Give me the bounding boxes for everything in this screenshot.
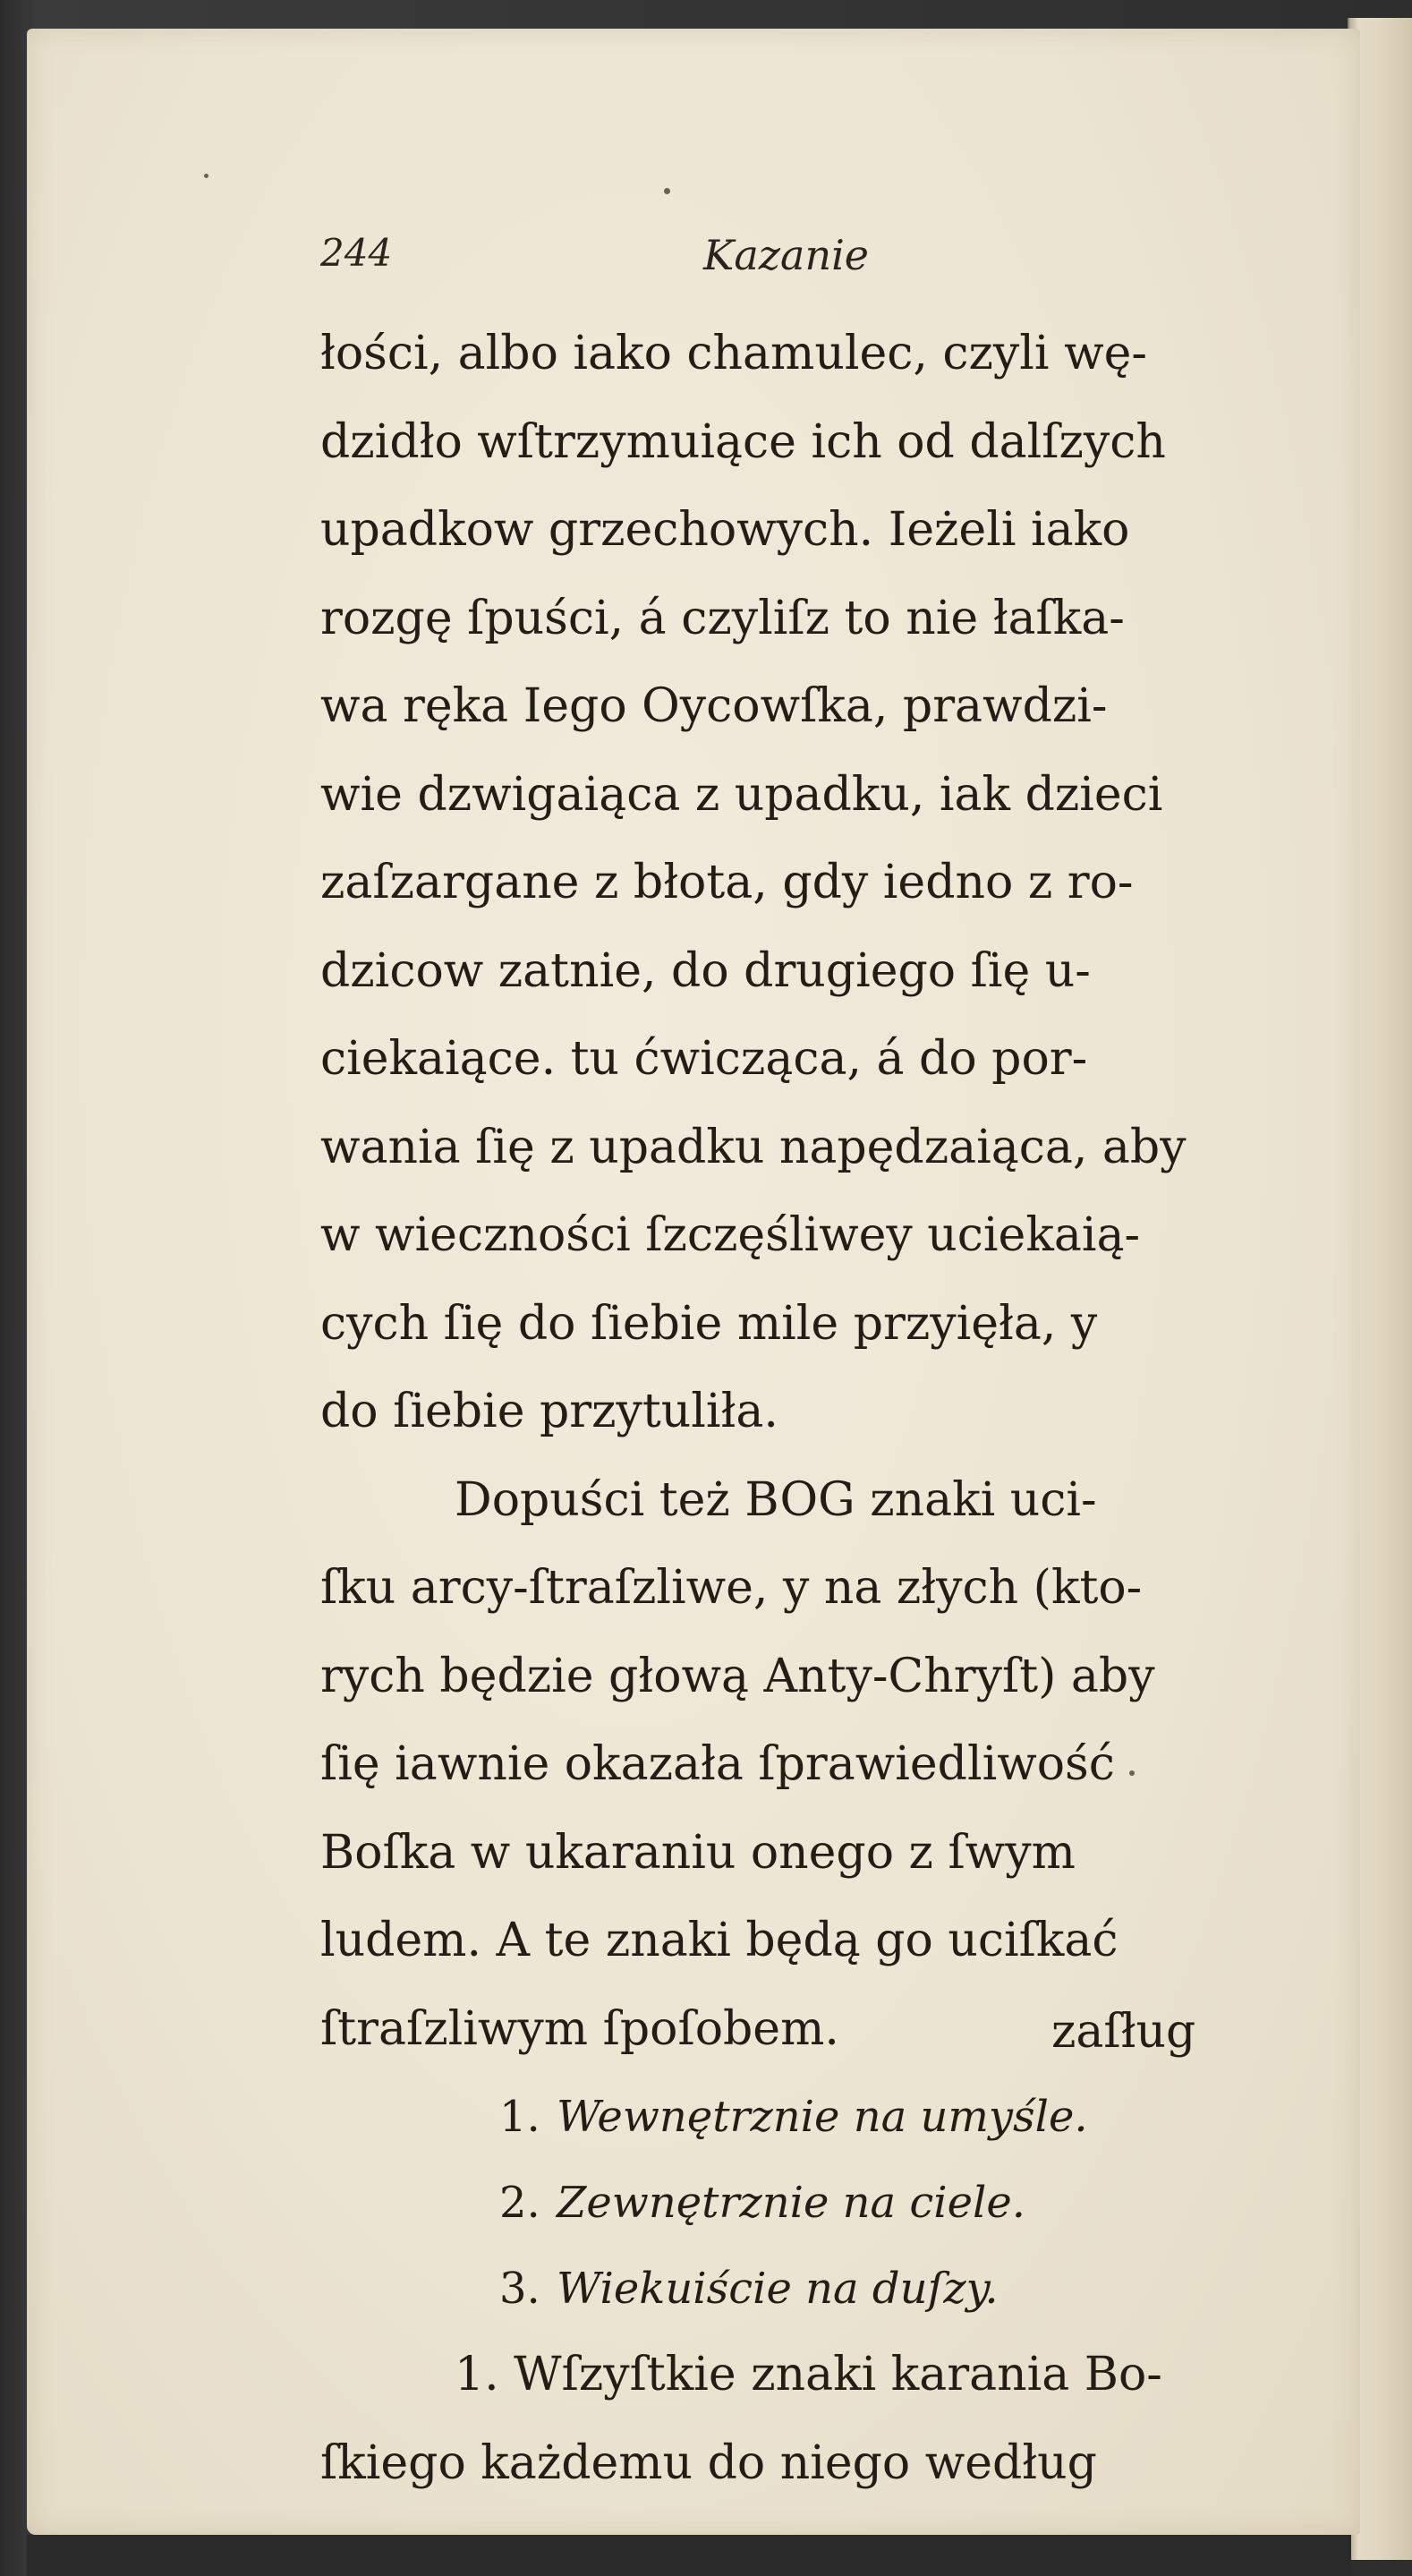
numbered-list — [320, 2073, 1269, 2331]
list-number: 2. — [499, 2178, 540, 2228]
text-line: Dopuści też BOG znaki uci- — [455, 1472, 1097, 1527]
text-line: ſkiego każdemu do niego według — [320, 2435, 1097, 2490]
paper-speck — [204, 174, 208, 178]
text-line: ludem. A te znaki będą go uciſkać — [320, 1914, 1119, 1967]
paragraph-3 — [320, 2331, 1269, 2507]
text-line: 1. Wſzyſtkie znaki karania Bo- — [455, 2348, 1162, 2401]
list-text: Wiekuiście na duſzy. — [557, 2264, 999, 2314]
text-line: ſtraſzliwym ſpoſobem. — [320, 2001, 839, 2056]
text-line: wania ſię z upadku napędzaiąca, aby — [320, 1120, 1187, 1174]
text-line: ſku arcy-ſtraſzliwe, y na złych (kto- — [320, 1561, 1143, 1615]
body-text — [320, 310, 1269, 2507]
list-item — [320, 2245, 1269, 2331]
text-line: Boſka w ukaraniu onego z ſwym — [320, 1825, 1076, 1880]
text-line: upadkow grzechowych. Ieżeli iako — [320, 503, 1130, 557]
running-head — [320, 231, 1251, 303]
list-text: Zewnętrznie na ciele. — [557, 2178, 1026, 2228]
text-line: wie dzwigaiąca z upadku, iak dzieci — [320, 767, 1163, 822]
text-line: łości, albo iako chamulec, czyli wę- — [320, 327, 1147, 380]
text-line: cych ſię do ſiebie mile przyięła, y — [320, 1296, 1098, 1351]
text-line: do ſiebie przytuliła. — [320, 1385, 778, 1438]
page-number: 244 — [320, 231, 393, 275]
text-line: dzicow zatnie, do drugiego ſię u- — [320, 943, 1091, 998]
text-line: ciekaiące. tu ćwicząca, á do por- — [320, 1032, 1088, 1086]
paragraph-1 — [320, 310, 1269, 1456]
text-line: ſię iawnie okazała ſprawiedliwość — [320, 1737, 1115, 1791]
list-number: 3. — [499, 2264, 540, 2314]
text-line: dzidło wſtrzymuiące ich od dalſzych — [320, 414, 1166, 469]
scan-bottom-shadow — [27, 2535, 1351, 2576]
paragraph-2 — [320, 1456, 1269, 2074]
running-title: Kazanie — [703, 231, 870, 279]
list-number: 1. — [499, 2092, 540, 2142]
list-item — [320, 2073, 1269, 2159]
text-line: w wieczności ſzczęśliwey uciekaią- — [320, 1208, 1141, 1262]
list-item — [320, 2159, 1269, 2245]
text-line: wa ręka Iego Oycowſka, prawdzi- — [320, 679, 1108, 733]
list-text: Wewnętrznie na umyśle. — [557, 2092, 1088, 2142]
text-line: rozgę ſpuści, á czyliſz to nie łaſka- — [320, 591, 1125, 645]
text-line: rych będzie głową Anty-Chryſt) aby — [320, 1649, 1155, 1703]
catchword: zaſług — [1051, 2005, 1196, 2059]
paper-speck — [664, 188, 670, 194]
text-line: zaſzargane z błota, gdy iedno z ro- — [320, 856, 1134, 909]
